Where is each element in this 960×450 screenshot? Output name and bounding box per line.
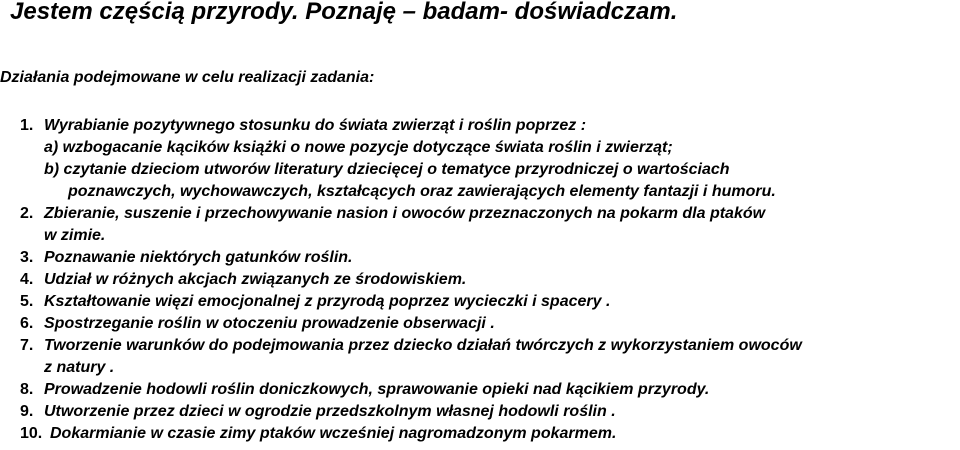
item-text: Utworzenie przez dzieci w ogrodzie przedszkolnym własnej hodowli roślin . (44, 403, 616, 420)
item-number: 10. (20, 425, 43, 442)
item-text: Poznawanie niektórych gatunków roślin. (44, 249, 353, 266)
list-item (20, 335, 960, 379)
section-subtitle: Działania podejmowane w celu realizacji zadania: (0, 69, 375, 86)
item-number: 9. (20, 403, 34, 420)
item-text: Tworzenie warunków do podejmowania przez dziecko działań twórczych z wykorzystaniem owoców (44, 337, 802, 354)
item-text: Prowadzenie hodowli roślin doniczkowych, sprawowanie opieki nad kącikiem przyrody. (44, 381, 710, 398)
item-text: Kształtowanie więzi emocjonalnej z przyrodą poprzez wycieczki i spacery . (44, 293, 611, 310)
list-item (20, 115, 960, 203)
list-item (20, 247, 960, 269)
item-number: 5. (20, 293, 34, 310)
sub-item-b: b) czytanie dzieciom utworów literatury dziecięcej o tematyce przyrodniczej o wartościach (44, 161, 730, 178)
list-item (20, 379, 960, 401)
item-text-continuation: w zimie. (44, 227, 106, 244)
list-item (20, 269, 960, 291)
list-item (20, 313, 960, 335)
task-list (20, 115, 960, 445)
sub-item-a: a) wzbogacanie kącików książki o nowe pozycje dotyczące świata roślin i zwierząt; (44, 139, 673, 156)
item-number: 3. (20, 249, 34, 266)
item-number: 8. (20, 381, 34, 398)
list-item (20, 203, 960, 247)
page-title: Jestem częścią przyrody. Poznaję – badam- doświadczam. (10, 0, 678, 25)
item-text: Wyrabianie pozytywnego stosunku do świata zwierząt i roślin poprzez : (44, 117, 587, 134)
list-item (20, 401, 960, 423)
item-text: Zbieranie, suszenie i przechowywanie nasion i owoców przeznaczonych na pokarm dla ptaków (44, 205, 766, 222)
item-text: Spostrzeganie roślin w otoczeniu prowadzenie obserwacji . (44, 315, 495, 332)
item-text: Dokarmianie w czasie zimy ptaków wcześniej nagromadzonym pokarmem. (50, 425, 617, 442)
sub-item-b-continuation: poznawczych, wychowawczych, kształcących oraz zawierających elementy fantazji i humoru. (68, 183, 776, 200)
item-text-continuation: z natury . (44, 359, 115, 376)
item-text: Udział w różnych akcjach związanych ze środowiskiem. (44, 271, 467, 288)
list-item (20, 291, 960, 313)
item-number: 1. (20, 117, 34, 134)
item-number: 4. (20, 271, 34, 288)
item-number: 7. (20, 337, 34, 354)
list-item (20, 423, 960, 445)
item-number: 2. (20, 205, 34, 222)
item-number: 6. (20, 315, 34, 332)
